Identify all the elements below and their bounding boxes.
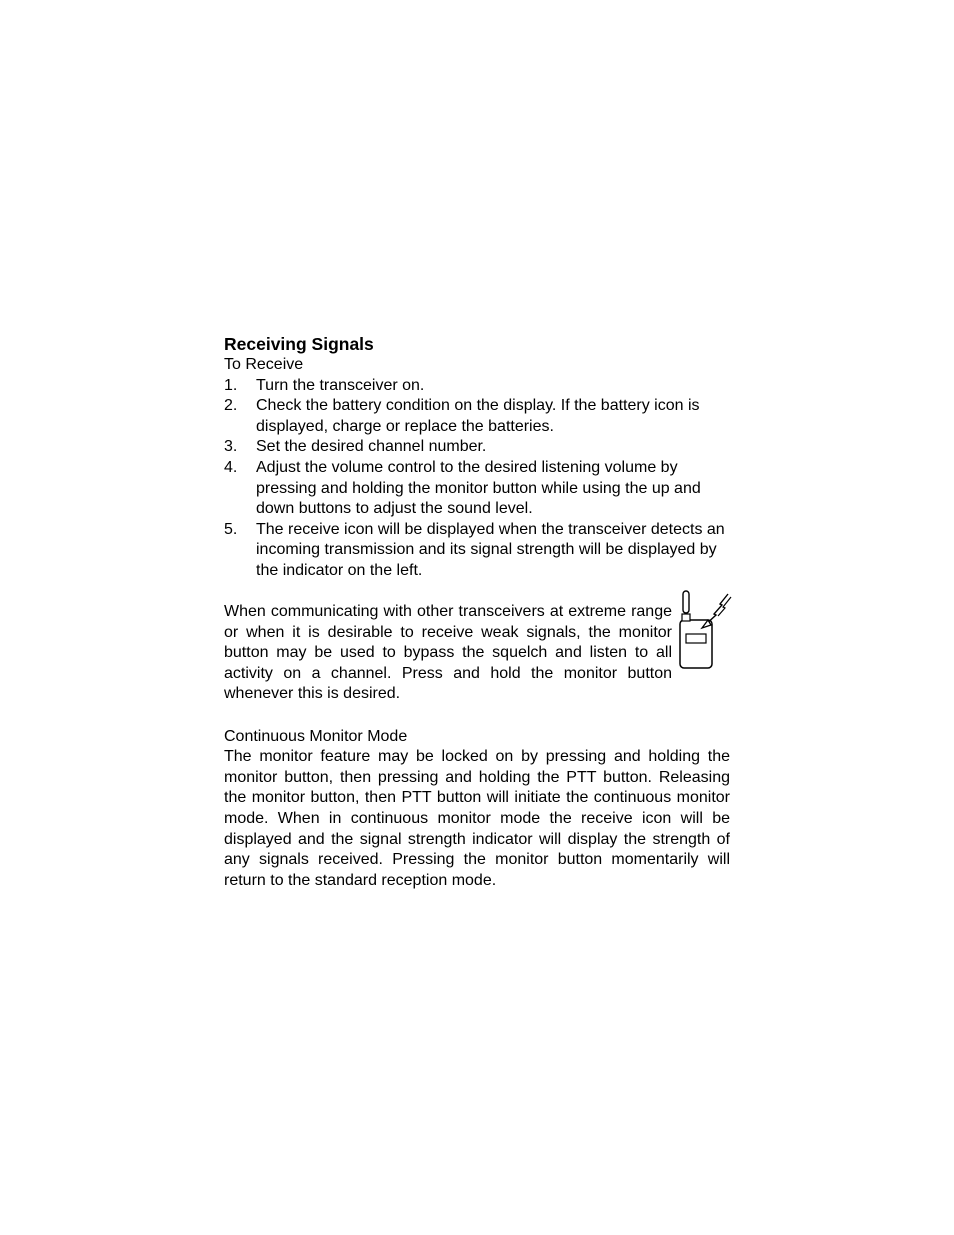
step-number: 4. bbox=[224, 458, 238, 476]
list-item bbox=[224, 458, 730, 520]
step-number: 5. bbox=[224, 520, 238, 538]
section-subtitle: To Receive bbox=[224, 356, 304, 373]
continuous-monitor-paragraph: The monitor feature may be locked on by pressing and holding the monitor button, then pressing and holding the PTT button. Releasing the monitor button, then PTT button will initiate the continuous monitor mode. When in continuous monitor mode the receive icon will be displayed and the signal strength indicator will display the strength of any signals received. Pressing the monitor button momentarily will return to the standard reception mode. bbox=[224, 748, 730, 889]
page-content bbox=[224, 333, 730, 891]
step-number: 1. bbox=[224, 376, 238, 394]
step-number: 2. bbox=[224, 397, 238, 415]
step-number: 3. bbox=[224, 438, 238, 456]
list-item bbox=[224, 376, 730, 397]
steps-list bbox=[224, 376, 730, 582]
continuous-monitor-title: Continuous Monitor Mode bbox=[224, 727, 408, 745]
radio-receive-icon bbox=[678, 590, 732, 680]
monitor-block bbox=[224, 602, 730, 706]
list-item bbox=[224, 437, 730, 458]
step-text: Check the battery condition on the display. If the battery icon is displayed, charge or replace the batteries. bbox=[256, 397, 700, 435]
section-title: Receiving Signals bbox=[224, 334, 374, 354]
step-text: Adjust the volume control to the desired listening volume by pressing and holding the monitor button while using the up and down buttons to adjust the sound level. bbox=[256, 458, 701, 518]
step-text: The receive icon will be displayed when the transceiver detects an incoming transmission and its signal strength will be displayed by the indicator on the left. bbox=[256, 520, 725, 579]
list-item bbox=[224, 520, 730, 582]
monitor-paragraph: When communicating with other transceivers at extreme range or when it is desirable to receive weak signals, the monitor button may be used to bypass the squelch and listen to all activity on a channel. Press and hold the monitor button whenever this is desired. bbox=[224, 603, 672, 703]
list-item bbox=[224, 396, 730, 437]
step-text: Set the desired channel number. bbox=[256, 438, 487, 456]
step-text: Turn the transceiver on. bbox=[256, 376, 425, 394]
